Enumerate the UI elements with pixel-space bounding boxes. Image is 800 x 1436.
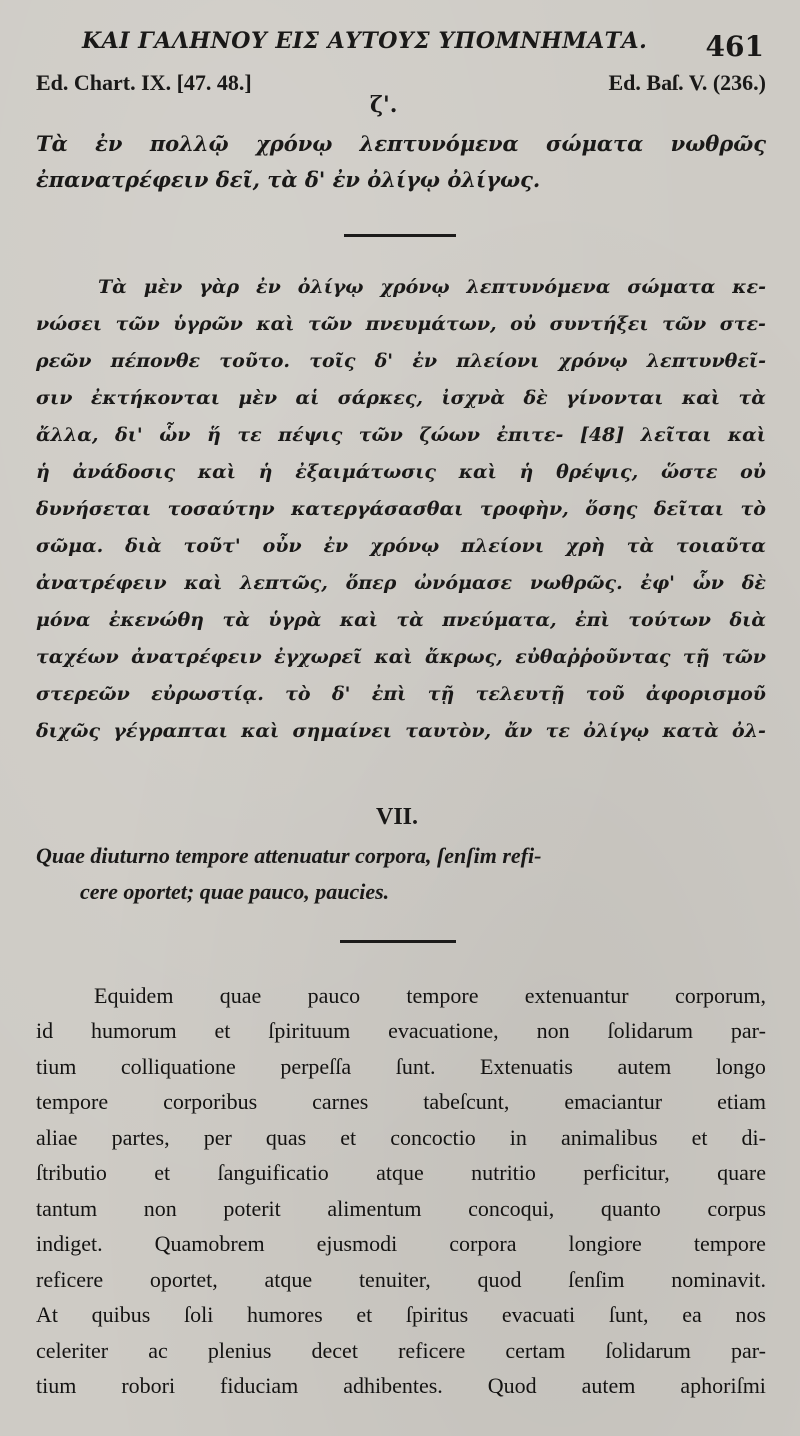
latin-commentary-line: celeriter ac plenius decet reficere certam ſolidarum par- xyxy=(36,1337,766,1363)
latin-aphorism-line: cere oportet; quae pauco, paucies. xyxy=(80,879,390,904)
greek-commentary-line: Τὰ μὲν γὰρ ἐν ὀλίγῳ χρόνῳ λεπτυνόμενα σώματα κε- xyxy=(98,275,766,298)
greek-commentary-line: σιν ἐκτήκονται μὲν αἱ σάρκες, ἰσχνὰ δὲ γίνονται καὶ τὰ xyxy=(36,386,766,409)
latin-commentary-line: Equidem quae pauco tempore extenuantur corporum, xyxy=(94,982,766,1008)
latin-commentary-line: tium robori fiduciam adhibentes. Quod autem aphoriſmi xyxy=(36,1373,766,1399)
latin-aphorism xyxy=(36,838,766,910)
latin-commentary-line: tempore corporibus carnes tabeſcunt, emaciantur etiam xyxy=(36,1089,766,1115)
latin-section-number: VII. xyxy=(376,804,419,830)
latin-commentary-line: aliae partes, per quas et concoctio in animalibus et di- xyxy=(36,1124,766,1150)
greek-commentary-line: διχῶς γέγραπται καὶ σημαίνει ταυτὸν, ἄν τε ὀλίγῳ κατὰ ὀλ- xyxy=(36,719,766,742)
greek-commentary-line: ἄλλα, δι' ὧν ἥ τε πέψις τῶν ζώων ἐπιτε- [48] λεῖται καὶ xyxy=(36,423,766,446)
latin-commentary-line: ſtributio et ſanguificatio atque nutritio perficitur, quare xyxy=(36,1160,766,1186)
greek-commentary-line: νώσει τῶν ὑγρῶν καὶ τῶν πνευμάτων, οὐ συντήξει τῶν στε- xyxy=(36,312,766,335)
latin-commentary-line: At quibus ſoli humores et ſpiritus evacuati ſunt, ea nos xyxy=(36,1302,766,1328)
latin-commentary-line: tantum non poterit alimentum concoqui, quanto corpus xyxy=(36,1195,766,1221)
greek-commentary xyxy=(36,268,766,749)
latin-aphorism-line: Quae diuturno tempore attenuatur corpora, ſenſim refi- xyxy=(36,843,542,868)
greek-commentary-line: ἀνατρέφειν καὶ λεπτῶς, ὅπερ ὠνόμασε νωθρῶς. ἐφ' ὧν δὲ xyxy=(36,571,766,594)
latin-commentary-line: tium colliquatione perpeſſa ſunt. Extenuatis autem longo xyxy=(36,1053,766,1079)
greek-commentary-line: ἡ ἀνάδοσις καὶ ἡ ἐξαιμάτωσις καὶ ἡ θρέψις, ὥστε οὐ xyxy=(36,460,766,483)
greek-commentary-line: ρεῶν πέπονθε τοῦτο. τοῖς δ' ἐν πλείονι χρόνῳ λεπτυνθεῖ- xyxy=(36,349,766,372)
greek-aphorism: Τὰ ἐν πολλῷ χρόνῳ λεπτυνόμενα σώματα νωθρῶς ἐπανατρέφειν δεῖ, τὰ δ' ἐν ὀλίγῳ ὀλίγως. xyxy=(36,131,766,192)
edition-reference-chartier: Ed. Chart. IX. [47. 48.] xyxy=(36,70,252,95)
page-number: 461 xyxy=(705,30,764,63)
latin-commentary xyxy=(36,978,766,1404)
greek-commentary-line: δυνήσεται τοσαύτην κατεργάσασθαι τροφὴν, ὅσης δεῖται τὸ xyxy=(36,497,766,520)
greek-section-number: ζ'. xyxy=(370,92,398,118)
latin-commentary-line: indiget. Quamobrem ejusmodi corpora longiore tempore xyxy=(36,1231,766,1257)
section-divider xyxy=(344,234,456,237)
edition-reference-basel: Ed. Baſ. V. (236.) xyxy=(608,70,766,95)
section-divider xyxy=(340,940,456,943)
greek-commentary-line: στερεῶν εὐρωστίᾳ. τὸ δ' ἐπὶ τῇ τελευτῇ τοῦ ἀφορισμοῦ xyxy=(36,682,766,705)
greek-commentary-line: μόνα ἐκενώθη τὰ ὑγρὰ καὶ τὰ πνεύματα, ἐπὶ τούτων διὰ xyxy=(36,608,766,631)
greek-commentary-line: σῶμα. διὰ τοῦτ' οὖν ἐν χρόνῳ πλείονι χρὴ τὰ τοιαῦτα xyxy=(36,534,766,557)
latin-commentary-line: reficere oportet, atque tenuiter, quod ſenſim nominavit. xyxy=(36,1266,766,1292)
latin-commentary-line: id humorum et ſpirituum evacuatione, non ſolidarum par- xyxy=(36,1018,766,1044)
running-head: ΚΑΙ ΓΑΛΗΝΟΥ ΕΙΣ ΑΥΤΟΥΣ ΥΠΟΜΝΗΜΑΤΑ. xyxy=(82,28,648,54)
greek-commentary-line: ταχέων ἀνατρέφειν ἐγχωρεῖ καὶ ἄκρως, εὐθαῤῥοῦντας τῇ τῶν xyxy=(36,645,766,668)
